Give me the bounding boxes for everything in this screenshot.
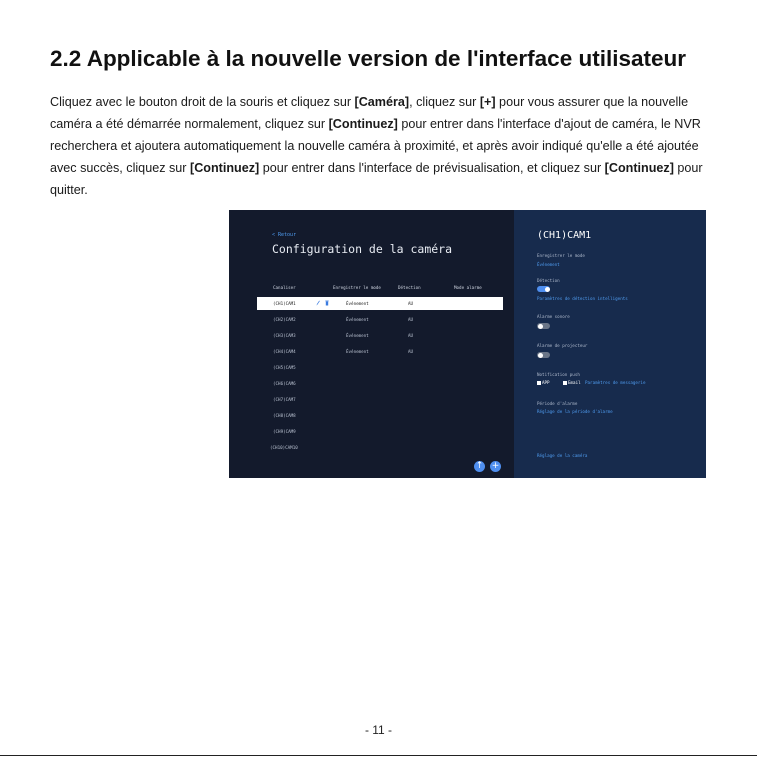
detection-toggle[interactable] — [537, 286, 550, 292]
instruction-paragraph — [50, 91, 718, 201]
text-run: pour vous assurer que la nouvelle caméra a été démarrée normalement, cliquez sur — [50, 95, 689, 131]
text-run: , cliquez sur — [409, 95, 480, 109]
detection-label: Détection — [537, 278, 560, 283]
upload-icon: ↑ — [475, 461, 484, 471]
camera-row[interactable] — [257, 377, 503, 390]
push-notification-label: Notification push — [537, 372, 580, 377]
row-channel: (CH6)CAM6 — [273, 381, 296, 386]
row-record-mode: Événement — [346, 317, 369, 322]
camera-config-title: Configuration de la caméra — [272, 242, 453, 256]
camera-row[interactable] — [257, 329, 503, 342]
record-mode-value[interactable]: Événement — [537, 262, 560, 267]
text-run: pour quitter. — [50, 161, 703, 197]
row-detection: AU — [408, 317, 414, 322]
text-run: Cliquez avec le bouton droit de la souris et cliquez sur — [50, 95, 355, 109]
row-detection: AU — [408, 301, 414, 306]
row-channel: (CH9)CAM9 — [273, 429, 296, 434]
add-camera-button[interactable] — [490, 461, 501, 472]
column-header-record-mode: Enregistrer le mode — [333, 285, 381, 290]
sound-alarm-label: Alarme sonore — [537, 314, 570, 319]
camera-settings-panel — [514, 210, 706, 478]
footer-divider — [0, 755, 757, 756]
email-label: Email — [568, 380, 581, 385]
row-channel: (CH2)CAM2 — [273, 317, 296, 322]
spotlight-alarm-label: Alarme de projecteur — [537, 343, 588, 348]
camera-list-pane — [229, 210, 514, 478]
mailbox-settings-link[interactable]: Paramètres de messagerie — [585, 380, 646, 385]
app-checkbox[interactable] — [537, 381, 541, 385]
keyword-camera: [Caméra] — [354, 95, 410, 109]
camera-row[interactable] — [257, 361, 503, 374]
email-checkbox[interactable] — [563, 381, 567, 385]
alarm-period-link[interactable]: Réglage de la période d'alarme — [537, 409, 613, 414]
column-header-detection: Détection — [398, 285, 421, 290]
camera-row[interactable] — [257, 409, 503, 422]
embedded-screenshot — [229, 210, 706, 478]
upload-button[interactable] — [474, 461, 485, 472]
camera-settings-link[interactable]: Réglage de la caméra — [537, 453, 588, 458]
row-detection: AU — [408, 349, 414, 354]
row-record-mode: Événement — [346, 333, 369, 338]
camera-row[interactable] — [257, 393, 503, 406]
row-channel: (CH7)CAM7 — [273, 397, 296, 402]
row-detection: AU — [408, 333, 414, 338]
row-record-mode: Événement — [346, 349, 369, 354]
sound-alarm-toggle[interactable] — [537, 323, 550, 329]
keyword-continue: [Continuez] — [328, 117, 398, 131]
plus-icon: + — [491, 461, 500, 471]
camera-row[interactable] — [257, 345, 503, 358]
row-channel: (CH1)CAM1 — [273, 301, 296, 306]
row-channel: (CH8)CAM8 — [273, 413, 296, 418]
trash-icon[interactable] — [325, 300, 329, 306]
pencil-icon[interactable] — [316, 300, 320, 306]
section-heading: 2.2 Applicable à la nouvelle version de l'interface utilisateur — [50, 46, 686, 71]
camera-row[interactable] — [257, 425, 503, 438]
text-run: pour entrer dans l'interface d'ajout de caméra, le NVR recherchera et ajoutera automatiquement la nouvelle caméra à proximité, et après avoir indiqué qu'elle a été ajoutée avec succès, cliquez sur — [50, 117, 701, 175]
text-run: pour entrer dans l'interface de prévisualisation, et cliquez sur — [259, 161, 605, 175]
keyword-continue: [Continuez] — [190, 161, 260, 175]
smart-detection-link[interactable]: Paramètres de détection intelligents — [537, 296, 628, 301]
column-header-alarm-mode: Mode alarme — [454, 285, 482, 290]
camera-row[interactable] — [257, 441, 503, 454]
column-header-channel: Canaliser — [273, 285, 296, 290]
record-mode-label: Enregistrer le mode — [537, 253, 585, 258]
toggle-knob — [538, 353, 543, 358]
back-link[interactable]: < Retour — [272, 232, 297, 238]
panel-title: (CH1)CAM1 — [537, 230, 592, 241]
row-channel: (CH3)CAM3 — [273, 333, 296, 338]
row-channel: (CH10)CAM10 — [270, 445, 298, 450]
page-number: - 11 - — [364, 723, 393, 737]
camera-row[interactable] — [257, 297, 503, 310]
keyword-continue: [Continuez] — [604, 161, 674, 175]
row-channel: (CH4)CAM4 — [273, 349, 296, 354]
keyword-plus: [+] — [479, 95, 496, 109]
row-record-mode: Événement — [346, 301, 369, 306]
spotlight-alarm-toggle[interactable] — [537, 352, 550, 358]
alarm-period-label: Période d'alarme — [537, 401, 578, 406]
camera-row[interactable] — [257, 313, 503, 326]
row-channel: (CH5)CAM5 — [273, 365, 296, 370]
app-label: APP — [542, 380, 550, 385]
toggle-knob — [545, 287, 550, 292]
toggle-knob — [538, 324, 543, 329]
